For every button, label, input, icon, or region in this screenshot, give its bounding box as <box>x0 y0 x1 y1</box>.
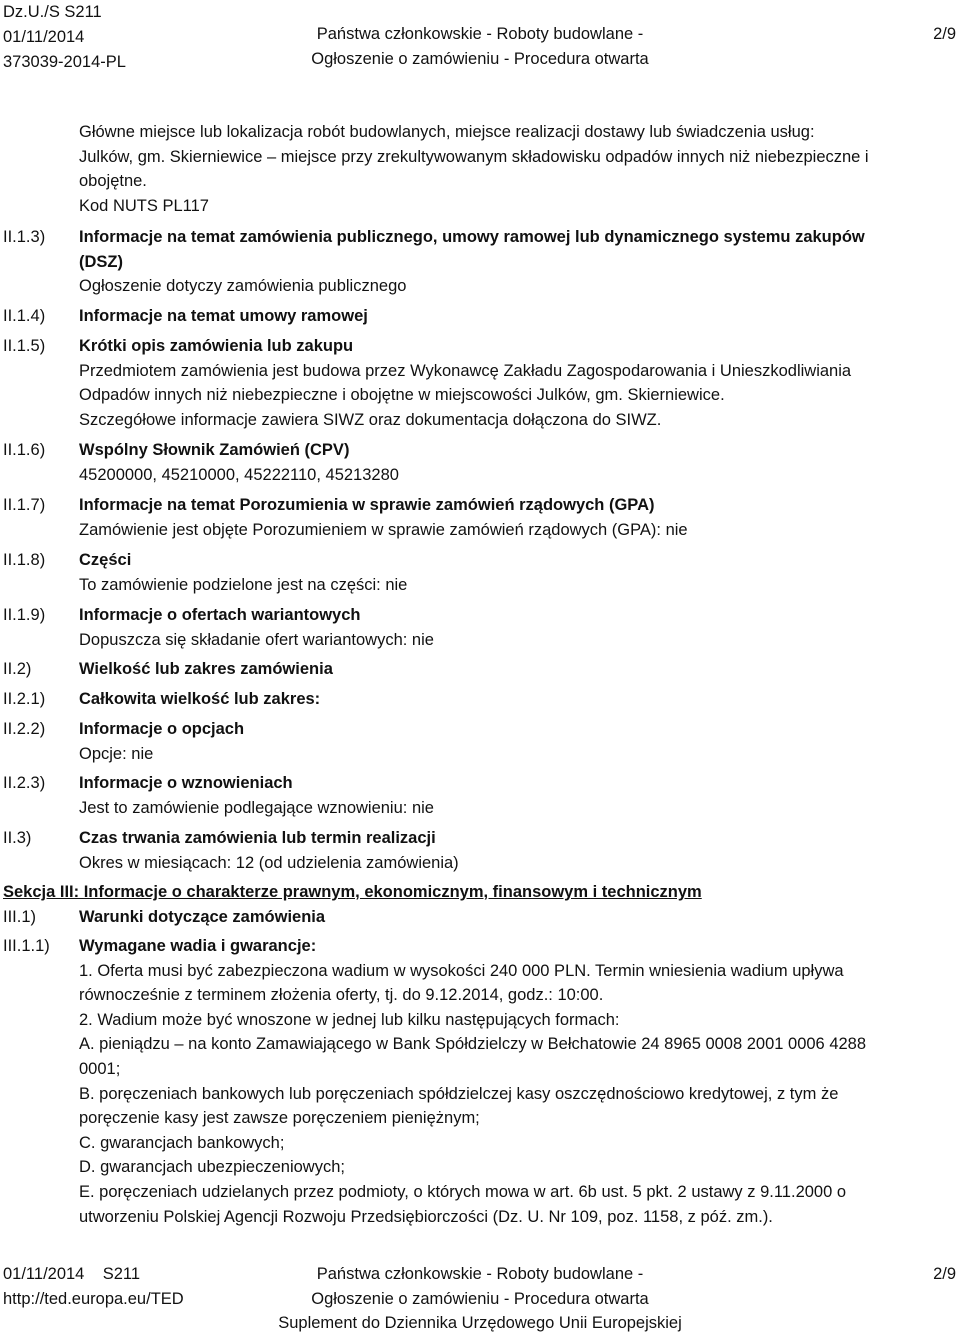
item-text: Informacje o wznowieniach Jest to zamówienie podlegające wznowieniu: nie <box>79 774 434 817</box>
item-text: Informacje o ofertach wariantowych Dopuszcza się składanie ofert wariantowych: nie <box>79 606 434 649</box>
item-number: II.1.8) <box>3 551 46 569</box>
item-number: II.1.6) <box>3 441 46 459</box>
item-text: Informacje na temat umowy ramowej <box>79 307 368 325</box>
footer-date: 01/11/2014 <box>3 1265 85 1283</box>
item-text: Główne miejsce lub lokalizacja robót budowlanych, miejsce realizacji dostawy lub świadczenia usług: Julków, gm. Skierniewice – miejsce przy zrekultywowanym składowisku odpadów innych niż niebezpieczne i obojętne. Kod NUTS PL117 <box>79 123 869 215</box>
item-text: Czas trwania zamówienia lub termin realizacji Okres w miesiącach: 12 (od udzielenia zamówienia) <box>79 829 459 872</box>
item-number: II.1.9) <box>3 606 46 624</box>
section-heading: Sekcja III: Informacje o charakterze prawnym, ekonomicznym, finansowym i technicznym <box>3 883 702 901</box>
footer-page-number: 2/9 <box>933 1265 956 1283</box>
item-number: II.2.1) <box>3 690 46 708</box>
item-number: II.1.5) <box>3 337 46 355</box>
footer-title-line1: Państwa członkowskie - Roboty budowlane - <box>316 1265 644 1283</box>
item-number: II.3) <box>3 829 32 847</box>
item-text: Warunki dotyczące zamówienia <box>79 908 326 926</box>
item-number: II.1.7) <box>3 496 46 514</box>
header-page-number: 2/9 <box>933 25 956 43</box>
item-text: Wspólny Słownik Zamówień (CPV) 45200000, 45210000, 45222110, 45213280 <box>79 441 399 484</box>
item-number: III.1.1) <box>3 937 50 955</box>
header-date: 01/11/2014 <box>3 28 85 46</box>
header-title-line1: Państwa członkowskie - Roboty budowlane - <box>316 25 644 43</box>
footer-series: S211 <box>102 1265 141 1283</box>
item-number: II.2.2) <box>3 720 46 738</box>
footer-url[interactable]: http://ted.europa.eu/TED <box>3 1290 184 1308</box>
item-text: Części To zamówienie podzielone jest na części: nie <box>79 551 408 594</box>
item-number: III.1) <box>3 908 37 926</box>
header-title-line2: Ogłoszenie o zamówieniu - Procedura otwarta <box>311 50 649 68</box>
document-id: 373039-2014-PL <box>3 53 126 71</box>
journal-ref: Dz.U./S S211 <box>3 3 102 21</box>
item-text: Wielkość lub zakres zamówienia <box>79 660 333 678</box>
item-text: Informacje o opcjach Opcje: nie <box>79 720 245 763</box>
item-number: II.2.3) <box>3 774 46 792</box>
item-text: Krótki opis zamówienia lub zakupu Przedmiotem zamówienia jest budowa przez Wykonawcę Zakładu Zagospodarowania i Unieszkodliwiania Odpadów innych niż niebezpieczne i obojętne w miejscowości Julków, gm. Skierniewice. Szczegółowe informacje zawiera SIWZ oraz dokumentacja dołączona do SIWZ. <box>79 337 852 429</box>
item-text: Informacje na temat Porozumienia w sprawie zamówień rządowych (GPA) Zamówienie jest objęte Porozumieniem w sprawie zamówień rządowych (GPA): nie <box>79 496 688 539</box>
footer-title-line2: Ogłoszenie o zamówieniu - Procedura otwarta <box>311 1289 649 1308</box>
item-text: Całkowita wielkość lub zakres: <box>79 690 321 708</box>
item-number: II.2) <box>3 660 32 678</box>
footer-title <box>0 1262 960 1336</box>
header-title <box>0 22 960 72</box>
item-text: Wymagane wadia i gwarancje: 1. Oferta musi być zabezpieczona wadium w wysokości 240 000 PLN. Termin wniesienia wadium upływa równocześnie z terminem złożenia oferty, tj. do 9.12.2014, godz.: 10:00. 2. Wadium może być wnoszone w jednej lub kilku następujących formach: A. pieniądzu – na konto Zamawiającego w Bank Spółdzielczy w Bełchatowie 24 8965 0008 2001 0006 4288 0001; B. poręczeniach bankowych lub poręczeniach spółdzielczej kasy oszczędnościowo kredytowej, z tym że poręczenie kasy jest zawsze poręczeniem pieniężnym; C. gwarancjach bankowych; D. gwarancjach ubezpieczeniowych; E. poręczeniach udzielanych przez podmioty, o których mowa w art. 6b ust. 5 pkt. 2 ustawy z 9.11.2000 o utworzeniu Polskiej Agencji Rozwoju Przedsiębiorczości (Dz. U. Nr 109, poz. 1158, z póź. zm.). <box>79 937 867 1226</box>
item-text: Informacje na temat zamówienia publicznego, umowy ramowej lub dynamicznego systemu zakupów (DSZ) Ogłoszenie dotyczy zamówienia publicznego <box>79 228 865 296</box>
item-number: II.1.4) <box>3 307 46 325</box>
item-number: II.1.3) <box>3 228 46 246</box>
footer-title-line3: Suplement do Dziennika Urzędowego Unii Europejskiej <box>278 1314 682 1332</box>
